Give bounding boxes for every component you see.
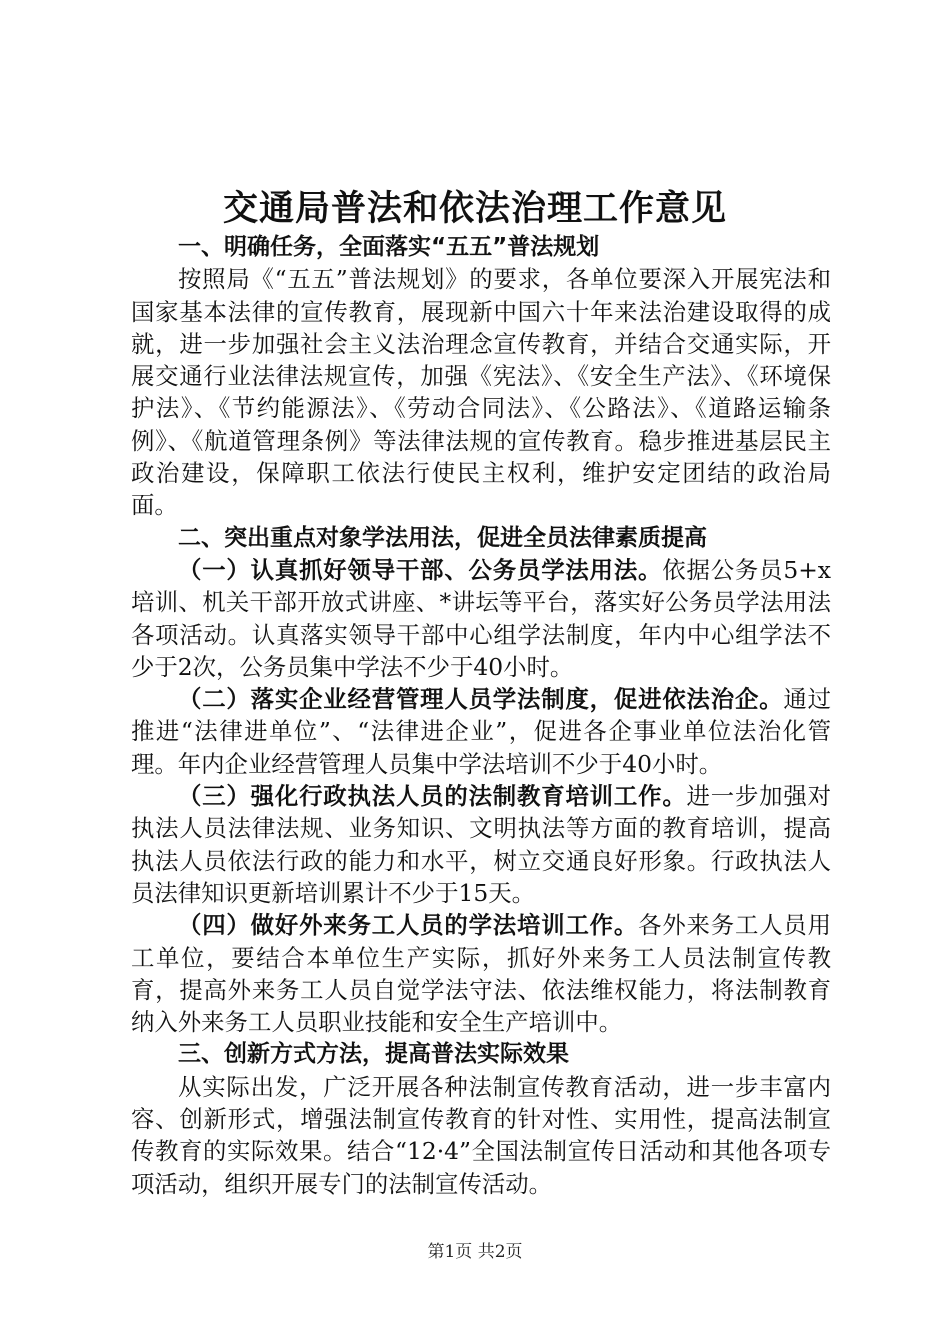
section-heading: 一、明确任务，全面落实“五五”普法规划	[178, 234, 600, 260]
section-heading: 二、突出重点对象学法用法，促进全员法律素质提高	[178, 524, 707, 551]
page-number-footer: 第1页 共2页	[427, 1242, 523, 1262]
sub-item-paragraph	[131, 554, 831, 683]
section-paragraph: 按照局《“五五”普法规划》的要求，各单位要深入开展宪法和国家基本法律的宣传教育，展现新中国六十年来法治建设取得的成就，进一步加强社会主义法治理念宣传教育，并结合交通实际，开展交通行业法律法规宣传，加强《宪法》、《安全生产法》、《环境保护法》、《节约能源法》、《劳动合同法》、《公路法》、《道路运输条例》、《航道管理条例》等法律法规的宣传教育。稳步推进基层民主政治建设，保障职工依法行使民主权利，维护安定团结的政治局面。	[131, 265, 831, 520]
sub-item-paragraph	[131, 909, 831, 1038]
sub-item-body: 通过推进“法律进单位”、“法律进企业”，促进各企事业单位法治化管理。年内企业经营管理人员集中学法培训不少于40小时。	[131, 685, 832, 778]
document-body	[131, 231, 831, 1200]
sub-item-title: （二）落实企业经营管理人员学法制度，促进依法治企。	[178, 685, 784, 714]
sub-item-body: 依据公务员5+x培训、机关干部开放式讲座、*讲坛等平台，落实好公务员学法用法各项活动。认真落实领导干部中心组学法制度，年内中心组学法不少于2次，公务员集中学法不少于40小时。	[131, 555, 832, 681]
sub-item-paragraph	[131, 780, 831, 909]
sub-item-title: （一）认真抓好领导干部、公务员学法用法。	[178, 555, 663, 584]
sub-item-title: （四）做好外来务工人员的学法培训工作。	[178, 911, 639, 940]
sub-item-body: 进一步加强对执法人员法律法规、业务知识、文明执法等方面的教育培训，提高执法人员依法行政的能力和水平，树立交通良好形象。行政执法人员法律知识更新培训累计不少于15天。	[131, 782, 832, 907]
document-title: 交通局普法和依法治理工作意见	[222, 189, 727, 229]
sub-item-paragraph	[131, 683, 831, 780]
section-heading: 三、创新方式方法，提高普法实际效果	[178, 1041, 569, 1068]
section-paragraph: 从实际出发，广泛开展各种法制宣传教育活动，进一步丰富内容、创新形式，增强法制宣传教育的针对性、实用性，提高法制宣传教育的实际效果。结合“12·4”全国法制宣传日活动和其他各项专项活动，组织开展专门的法制宣传活动。	[131, 1072, 831, 1198]
sub-item-body: 各外来务工人员用工单位，要结合本单位生产实际，抓好外来务工人员法制宣传教育，提高外来务工人员自觉学法守法、依法维权能力，将法制教育纳入外来务工人员职业技能和安全生产培训中。	[131, 911, 832, 1037]
sub-item-title: （三）强化行政执法人员的法制教育培训工作。	[178, 782, 687, 811]
